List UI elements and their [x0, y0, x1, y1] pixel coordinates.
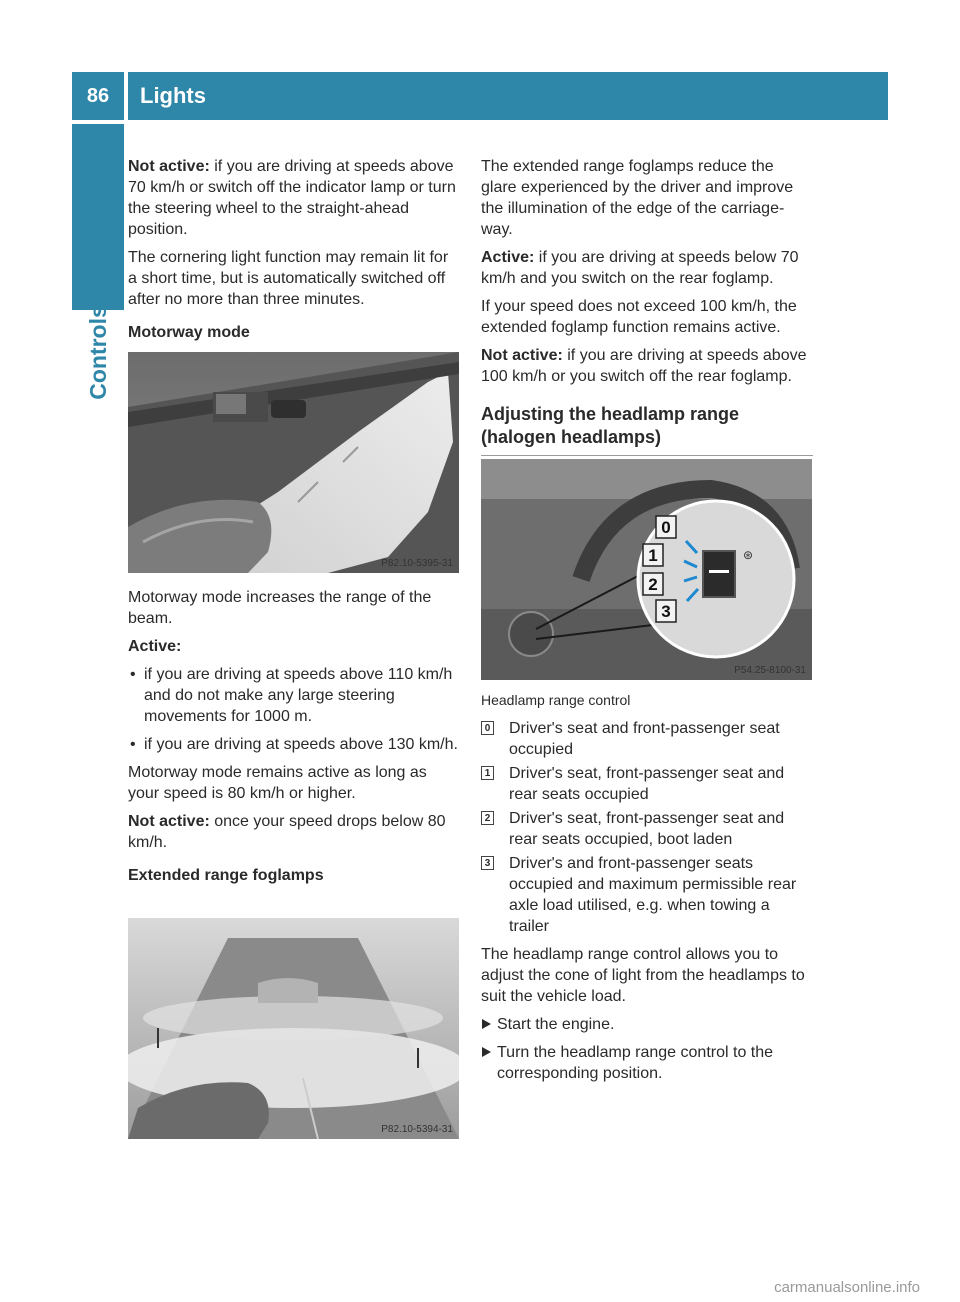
bold-label: Not active: [128, 813, 210, 830]
key-text: Driver's and front-passenger seats occupied and maximum permissible rear axle load utilised, e.g. when towing a trailer [509, 855, 797, 935]
side-tab [72, 304, 124, 400]
paragraph [128, 811, 460, 853]
paragraph-text: if you are driving at speeds above 100 km/h or you switch off the rear foglamp. [481, 347, 807, 385]
foglamp-illustration [128, 918, 459, 1139]
bold-label: Not active: [481, 347, 563, 364]
key-number: 1 [481, 766, 494, 780]
key-item [481, 718, 813, 760]
figure-reference: P54.25-8100-31 [734, 665, 806, 676]
paragraph [481, 247, 813, 289]
bold-label: Active: [481, 249, 535, 266]
key-item [481, 763, 813, 805]
side-tab-block [72, 124, 124, 310]
paragraph [128, 156, 460, 240]
headlamp-dashboard-illustration [481, 459, 812, 680]
extended-foglamps-figure [128, 918, 459, 1139]
figure-caption: Headlamp range control [481, 692, 631, 708]
paragraph: Motorway mode remains active as long as your speed is 80 km/h or higher. [128, 764, 427, 802]
paragraph: The extended range foglamps reduce the glare experienced by the driver and improve the illumination of the edge of the carriage-way. [481, 158, 794, 238]
dial-label-2: 2 [648, 575, 658, 594]
paragraph: The headlamp range control allows you to adjust the cone of light from the headlamps to suit the vehicle load. [481, 946, 805, 1005]
headlamp-symbol-icon: ⊛ [743, 548, 754, 562]
key-text: Driver's seat, front-passenger seat and rear seats occupied, boot laden [509, 810, 785, 848]
paragraph: If your speed does not exceed 100 km/h, the extended foglamp function remains active. [481, 298, 797, 336]
paragraph: Motorway mode increases the range of the beam. [128, 589, 432, 627]
key-item [481, 808, 813, 850]
paragraph-text: once your speed drops below 80 km/h. [128, 813, 446, 851]
list-item: • if you are driving at speeds above 130 km/h. [128, 734, 460, 755]
instruction-step: Turn the headlamp range control to the corresponding position. [481, 1042, 813, 1084]
left-column-middle [128, 587, 460, 893]
paragraph-text: if you are driving at speeds above 70 km/h or switch off the indicator lamp or turn the steering wheel to the straight-ahead position. [128, 158, 456, 238]
paragraph-text: if you are driving at speeds below 70 km/h and you switch on the rear foglamp. [481, 249, 799, 287]
bold-label: Active: [128, 638, 182, 655]
page-number: 86 [86, 84, 110, 107]
bold-label: Not active: [128, 158, 210, 175]
footer-watermark[interactable]: carmanualsonline.info [774, 1279, 920, 1296]
dial-label-3: 3 [661, 602, 671, 621]
figure-reference: P82.10-5394-31 [381, 1124, 453, 1135]
left-column [128, 156, 460, 350]
section-heading: Adjusting the headlamp range (halogen headlamps) [481, 403, 813, 456]
motorway-mode-figure [128, 352, 459, 573]
key-number: 3 [481, 856, 494, 870]
dial-label-1: 1 [648, 546, 658, 565]
figure-reference: P82.10-5395-31 [381, 558, 453, 569]
foglamps-heading: Extended range foglamps [128, 867, 324, 884]
paragraph [481, 345, 813, 387]
key-item [481, 853, 813, 937]
key-text: Driver's seat and front-passenger seat occupied [509, 720, 780, 758]
active-label [128, 636, 460, 657]
dial-label-0: 0 [661, 518, 671, 537]
key-number: 2 [481, 811, 494, 825]
key-text: Driver's seat, front-passenger seat and rear seats occupied [509, 765, 785, 803]
paragraph: The cornering light function may remain lit for a short time, but is automatically switched off after no more than three minutes. [128, 249, 449, 308]
list-item: • if you are driving at speeds above 110 km/h and do not make any large steering movements for 1000 m. [128, 664, 460, 727]
right-column [481, 156, 813, 470]
right-column-lower [481, 690, 813, 1091]
motorway-heading: Motorway mode [128, 324, 250, 341]
instruction-step: Start the engine. [481, 1014, 813, 1035]
headlamp-range-figure [481, 459, 812, 680]
key-number: 0 [481, 721, 494, 735]
side-tab-label: Controls [84, 304, 111, 400]
motorway-illustration [128, 352, 459, 573]
section-title: Lights [140, 83, 206, 108]
header-bar [128, 72, 888, 120]
